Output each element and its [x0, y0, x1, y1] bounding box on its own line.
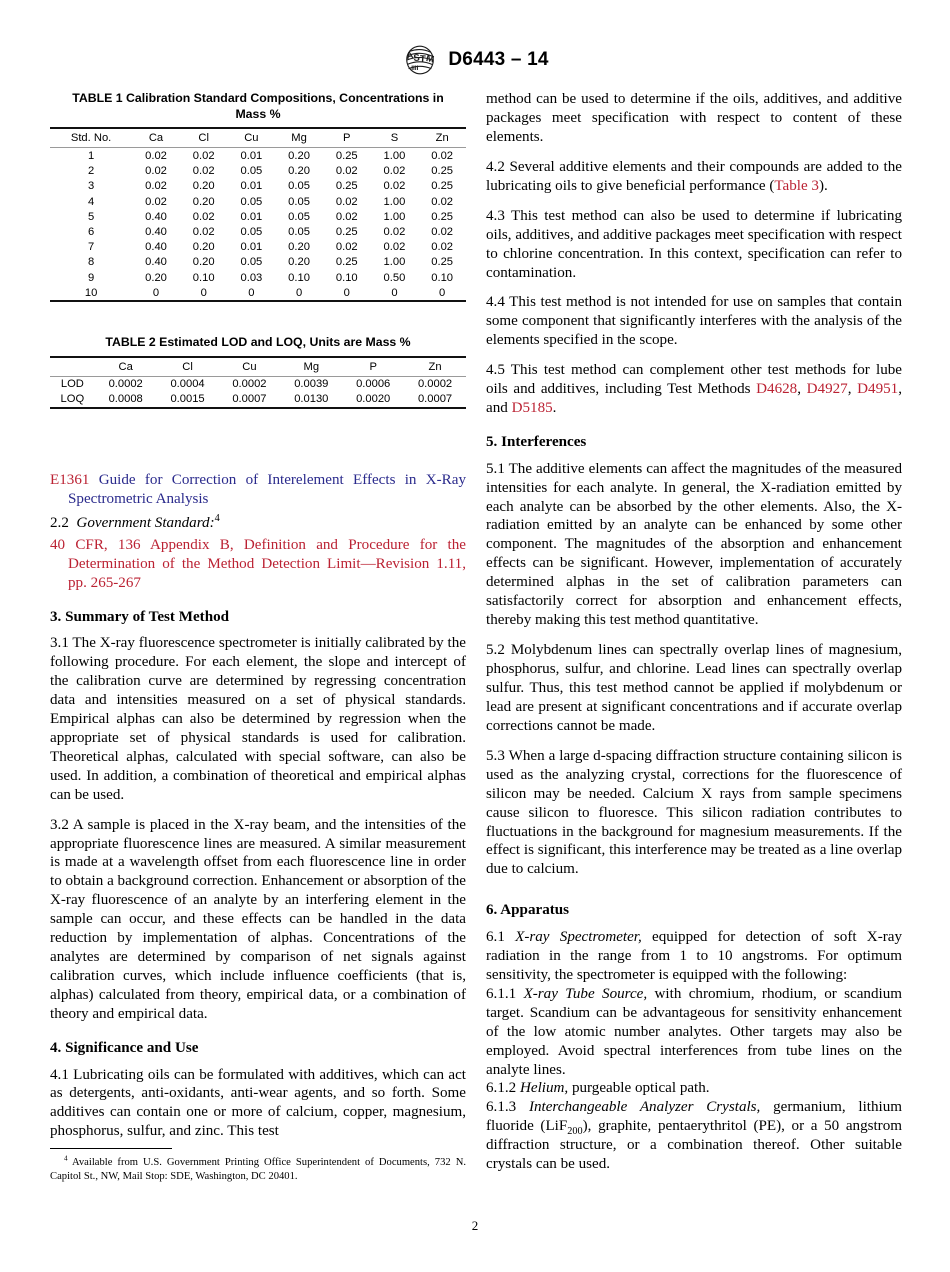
cell: 0.02 [145, 180, 167, 193]
cell: 5 [87, 210, 95, 223]
link-d4951[interactable]: D4951 [857, 381, 899, 398]
cell: 0.05 [288, 180, 310, 193]
table-1-col-zn: Zn [435, 132, 449, 145]
cell: 0.02 [192, 210, 215, 223]
cell: 0.20 [192, 180, 215, 193]
table-2-col-cu: Cu [242, 360, 257, 373]
cell: 0.40 [145, 210, 167, 223]
cell-row-label: LOD [60, 378, 84, 391]
table-2-col-blank [50, 357, 95, 377]
cell: 0.05 [240, 225, 263, 238]
table-1-block [50, 90, 466, 302]
cell: 8 [87, 256, 95, 269]
cell: 1 [87, 150, 95, 163]
link-d5185[interactable]: D5185 [511, 400, 553, 417]
cell: 0.02 [431, 241, 454, 254]
svg-text:M: M [425, 53, 436, 66]
table-row [50, 255, 466, 270]
table-row [50, 148, 466, 164]
paragraph-6-1-text: equipped for detection of soft X-ray radiation in the range from 1 to 10 angstroms. For optimum sensitivity, the spectrometer is equipped with the following: [486, 928, 902, 983]
footnote-text: Available from U.S. Government Printing Office Superintendent of Documents, 732 N. Capitol St., NW, Mail Stop: SDE, Washington, DC 20401. [50, 1157, 466, 1183]
cell: 0.20 [288, 256, 310, 269]
cell: 0.0002 [108, 378, 143, 391]
subsection-number: 2.2 [50, 514, 69, 531]
paragraph-4-1: 4.1 Lubricating oils can be formulated with additives, which can act as detergents, anti-oxidants, anti-wear agents, and so forth. Some additives can contain one or more of calcium, copper, magnesium, phosphorus, sulfur, and zinc. This test [50, 1066, 466, 1140]
cell: 0.05 [240, 256, 263, 269]
sep: . [552, 400, 557, 417]
cell: 0.10 [431, 271, 454, 284]
link-d4628[interactable]: D4628 [756, 381, 798, 398]
cell: 0.20 [288, 150, 310, 163]
cell: 0 [439, 286, 446, 299]
cell: 1.00 [383, 150, 406, 163]
cell: 0.02 [383, 165, 406, 178]
cell: 0 [343, 286, 350, 299]
table-1-col-mg: Mg [291, 132, 307, 145]
cell: 0.02 [145, 195, 167, 208]
table-2-header-row [50, 357, 466, 377]
paragraph-3-2: 3.2 A sample is placed in the X-ray beam, and the intensities of the appropriate fluorescence lines are measured. A similar measurement is made at a wavelength offset from each fluorescence line in order to obtain a background correction. Enhancement or absorption of the X-ray fluorescence of an analyte by an interfering element in the sample can occur, and these effects can be handled in the data reduction by implementation of alphas. Concentrations of the analytes are determined by comparison of net signals against calibration curves, which include influence coefficients (that is, alphas) calculated from theory, empirical data, or a combination of theory and empirical data. [50, 816, 466, 1022]
cell: 0.40 [145, 241, 167, 254]
table-1-col-std-no: Std. No. [70, 132, 112, 145]
cell: 0.10 [288, 271, 310, 284]
cell: 0.25 [431, 210, 454, 223]
paragraph-6-1-3-text-a: germanium, lithium fluoride (LiF [486, 1099, 902, 1135]
right-column [486, 90, 902, 1174]
cell: 0.20 [145, 271, 167, 284]
paragraph-4-2-text-end: ). [818, 177, 828, 194]
cell: 0.0008 [108, 393, 143, 406]
cell: 0.40 [145, 256, 167, 269]
paragraph-6-1-2-number: 6.1.2 [486, 1080, 520, 1097]
sep: , [797, 381, 807, 398]
subsection-2-2 [50, 514, 466, 533]
cell: 0.02 [335, 165, 358, 178]
paragraph-6-1-1 [486, 985, 902, 1080]
cell: 0.0015 [170, 393, 205, 406]
cell: 0.03 [240, 271, 263, 284]
cell: 0.02 [383, 180, 406, 193]
cell: 0.0002 [232, 378, 267, 391]
footnote-block [50, 1148, 466, 1185]
cell: 0 [200, 286, 207, 299]
table-row [50, 392, 466, 408]
section-heading-3: 3. Summary of Test Method [50, 608, 230, 625]
table-1-caption: TABLE 1 Calibration Standard Compositions, Concentrations in Mass % [72, 91, 444, 122]
cell: 10 [84, 286, 98, 299]
cell: 0.20 [192, 241, 215, 254]
cell: 0.05 [240, 195, 263, 208]
cell: 0.0002 [417, 378, 453, 391]
cell: 0.20 [288, 165, 310, 178]
paragraph-6-1-number: 6.1 [486, 928, 516, 945]
cell: 0.02 [431, 225, 454, 238]
table-2-col-ca: Ca [118, 360, 133, 373]
table-row [50, 270, 466, 285]
cell: 0.0006 [356, 378, 391, 391]
paragraph-4-5 [486, 361, 902, 418]
reference-e1361[interactable] [50, 471, 466, 509]
cell-row-label: LOQ [60, 393, 85, 406]
table-1-col-s: S [390, 132, 399, 145]
section-heading-5: 5. Interferences [486, 434, 587, 451]
cell: 0.0007 [232, 393, 267, 406]
cell: 0.25 [335, 150, 358, 163]
table-2-block [50, 334, 466, 409]
cell: 0.0130 [294, 393, 329, 406]
cell: 0.02 [335, 210, 358, 223]
footnote-4 [50, 1156, 466, 1185]
table-row [50, 194, 466, 209]
cell: 0 [248, 286, 255, 299]
left-column [50, 90, 466, 1141]
cell: 9 [87, 271, 95, 284]
paragraph-6-1-term: X-ray Spectrometer, [515, 928, 642, 945]
paragraph-6-1-3-number: 6.1.3 [486, 1099, 529, 1116]
paragraph-4-4: 4.4 This test method is not intended for use on samples that contain some component that significantly interferes with the analysis of the elements specified in the scope. [486, 294, 902, 349]
cell: 0.02 [192, 150, 215, 163]
cell: 0.50 [383, 271, 406, 284]
paragraph-5-3: 5.3 When a large d-spacing diffraction structure containing silicon is used as the analyzing crystal, corrections for the fluorescence of silicon may be needed. Calcium X rays from sample specimens cause silicon to fluoresce. This silicon radiation contributes to fluctuations in the background for magnesium measurements. If the effect is significant, this interference may be treated as a line overlap due to calcium. [486, 747, 902, 878]
cell: 0.25 [335, 225, 358, 238]
paragraph-5-2: 5.2 Molybdenum lines can spectrally overlap lines of magnesium, phosphorus, sulfur, and chlorine. Lead lines can spectrally overlap sulfur. Thus, this test method cannot be applied if molybdenum or lead are present at significant concentrations and if accurate overlap corrections cannot be made. [486, 642, 902, 734]
cell: 0.02 [335, 241, 358, 254]
cell: 2 [87, 165, 95, 178]
table-row [50, 209, 466, 224]
cell: 0.0020 [356, 393, 391, 406]
reference-title-e1361[interactable]: Guide for Correction of Interelement Effects in X-Ray Spectrometric Analysis [68, 471, 466, 507]
cell: 0.10 [335, 271, 358, 284]
cell: 0.25 [431, 256, 454, 269]
cell: 0.40 [145, 225, 167, 238]
cell: 0 [295, 286, 303, 299]
paragraph-6-1-1-number: 6.1.1 [486, 985, 524, 1002]
cell: 0.02 [335, 195, 358, 208]
cell: 0.02 [192, 165, 215, 178]
table-row [50, 179, 466, 194]
table-2 [50, 356, 466, 409]
paragraph-6-1-1-term: X-ray Tube Source, [523, 985, 648, 1002]
cell: 0.25 [335, 256, 358, 269]
astm-logo [401, 45, 439, 75]
sep: , and [486, 381, 903, 417]
cell: 1.00 [383, 210, 406, 223]
reference-40-cfr[interactable]: 40 CFR, 136 Appendix B, Definition and Procedure for the Determination of the Method Detection Limit—Revision 1.11, pp. 265-267 [50, 536, 466, 591]
cell: 0.05 [288, 225, 310, 238]
sep: , [847, 381, 858, 398]
table-1 [50, 127, 466, 302]
cell: 0 [391, 286, 398, 299]
table-1-body [50, 148, 466, 301]
link-d4927[interactable]: D4927 [806, 381, 848, 398]
cell: 0.05 [288, 195, 310, 208]
paragraph-4-3: 4.3 This test method can also be used to determine if lubricating oils, additives, and additive packages meet specification with respect to chlorine concentration. In this context, specification can refer to contamination. [486, 207, 902, 281]
table-2-col-mg: Mg [303, 360, 320, 373]
cell: 0.25 [335, 180, 358, 193]
table-2-body [50, 376, 466, 408]
reference-code-e1361[interactable]: E1361 [50, 471, 90, 488]
table-1-header-row [50, 128, 466, 148]
paragraph-4-2-text: 4.2 Several additive elements and their compounds are added to the lubricating oils to give beneficial performance ( [486, 158, 902, 194]
cell: 0.01 [240, 241, 263, 254]
table-1-col-cu: Cu [244, 132, 259, 145]
footnote-number: 4 [64, 1154, 68, 1163]
cell: 0.02 [431, 150, 454, 163]
table-2-col-cl: Cl [182, 360, 193, 373]
cell: 0 [152, 286, 160, 299]
cell: 0.02 [431, 195, 454, 208]
section-heading-6: 6. Apparatus [486, 902, 570, 919]
table-row [50, 240, 466, 255]
table-2-caption: TABLE 2 Estimated LOD and LOQ, Units are Mass % [105, 335, 411, 350]
cell: 0.02 [145, 165, 167, 178]
cell: 0.05 [288, 210, 310, 223]
cell: 0.02 [383, 241, 406, 254]
subsection-label: Government Standard: [76, 514, 215, 531]
document-designation: D6443 – 14 [448, 49, 549, 70]
table-2-col-p: P [369, 360, 377, 373]
paragraph-5-1: 5.1 The additive elements can affect the magnitudes of the measured intensities for each analyte. In general, the X-radiation emitted by each analyte can be absorbed by the other elements. Also, the X-radiation emitted by an analyte can be enhanced by some other component. The magnitudes of the absorption and enhancement effects can be significant. However, implementation of accurately determined alphas in the set of calibration parameters can satisfactorily correct for absorption and enhancement effects, thereby making this test method quantitative. [486, 460, 902, 629]
cell: 0.02 [383, 225, 406, 238]
cell: 0.20 [288, 241, 310, 254]
paragraph-6-1-2-text: purgeable optical path. [568, 1080, 710, 1097]
paragraph-3-1: 3.1 The X-ray fluorescence spectrometer is initially calibrated by the following procedure. For each element, the slope and intercept of the calibration curve are determined by regressing concentration data and intensities measured on a set of physical standards. Empirical alphas can also be determined by regression when the appropriate set of physical standards is used for calibration. Theoretical alphas, calculated with special software, can also be used. In addition, a combination of theoretical and empirical alphas can be used. [50, 635, 466, 803]
cell: 0.01 [240, 150, 263, 163]
cell: 0.0007 [417, 393, 453, 406]
cell: 0.02 [192, 225, 215, 238]
paragraph-6-1-1-text: with chromium, rhodium, or scandium target. Scandium can be advantageous for sensitivity enhancement of the low atomic number analytes. Other targets may also be employed. Avoid spectral interferences from tube lines on the analyte lines. [486, 985, 902, 1078]
svg-text:T: T [419, 53, 427, 65]
table-1-col-p: P [343, 132, 351, 145]
table-1-col-ca: Ca [148, 132, 164, 145]
table-row [50, 376, 466, 392]
cell: 4 [87, 195, 95, 208]
page-number: 2 [471, 1218, 479, 1233]
cell: 0.0004 [170, 378, 205, 391]
cell: 0.20 [192, 195, 215, 208]
cell: 0.01 [240, 210, 263, 223]
table-2-col-zn: Zn [428, 360, 442, 373]
cell: 0.05 [240, 165, 263, 178]
cell: 0.02 [145, 150, 167, 163]
svg-text:IIII: IIII [411, 65, 419, 72]
svg-text:S: S [413, 52, 421, 65]
table-row [50, 224, 466, 239]
table-1-col-cl: Cl [198, 132, 209, 145]
cell: 0.01 [240, 180, 263, 193]
section-heading-4: 4. Significance and Use [50, 1039, 199, 1056]
cell: 0.10 [192, 271, 215, 284]
cell: 1.00 [383, 195, 406, 208]
paragraph-6-1-2-term: Helium, [519, 1080, 569, 1097]
cell: 0.20 [192, 256, 215, 269]
cell: 6 [87, 225, 95, 238]
paragraph-6-1-3-term: Interchangeable Analyzer Crystals, [528, 1099, 761, 1116]
link-table-3[interactable]: Table 3 [774, 177, 819, 194]
paragraph-6-1 [486, 928, 902, 985]
page-header [0, 45, 950, 85]
footnote-marker: 4 [214, 512, 220, 524]
references-block [50, 471, 466, 593]
svg-text:A: A [405, 49, 415, 63]
paragraph-6-1-3 [486, 1098, 902, 1174]
cell: 7 [87, 241, 95, 254]
footnote-divider [50, 1148, 172, 1149]
table-row [50, 164, 466, 179]
paragraph-6-1-3-text-b: ), graphite, pentaerythritol (PE), or a 50 angstrom diffraction structure, or a combination thereof. Other suitable crystals can be used. [486, 1118, 902, 1173]
cell: 0.25 [431, 165, 454, 178]
cell: 0.0039 [294, 378, 329, 391]
paragraph-4-1-continuation: method can be used to determine if the oils, additives, and additive packages meet specification with respect to content of these elements. [486, 91, 902, 145]
cell: 1.00 [383, 256, 406, 269]
table-row [50, 285, 466, 301]
paragraph-4-5-text: 4.5 This test method can complement other test methods for lube oils and additives, including Test Methods [486, 362, 902, 398]
lif-subscript: 200 [567, 1126, 583, 1138]
paragraph-4-2 [486, 158, 902, 196]
cell: 0.25 [431, 180, 454, 193]
paragraph-6-1-2 [486, 1079, 902, 1098]
cell: 3 [87, 180, 95, 193]
